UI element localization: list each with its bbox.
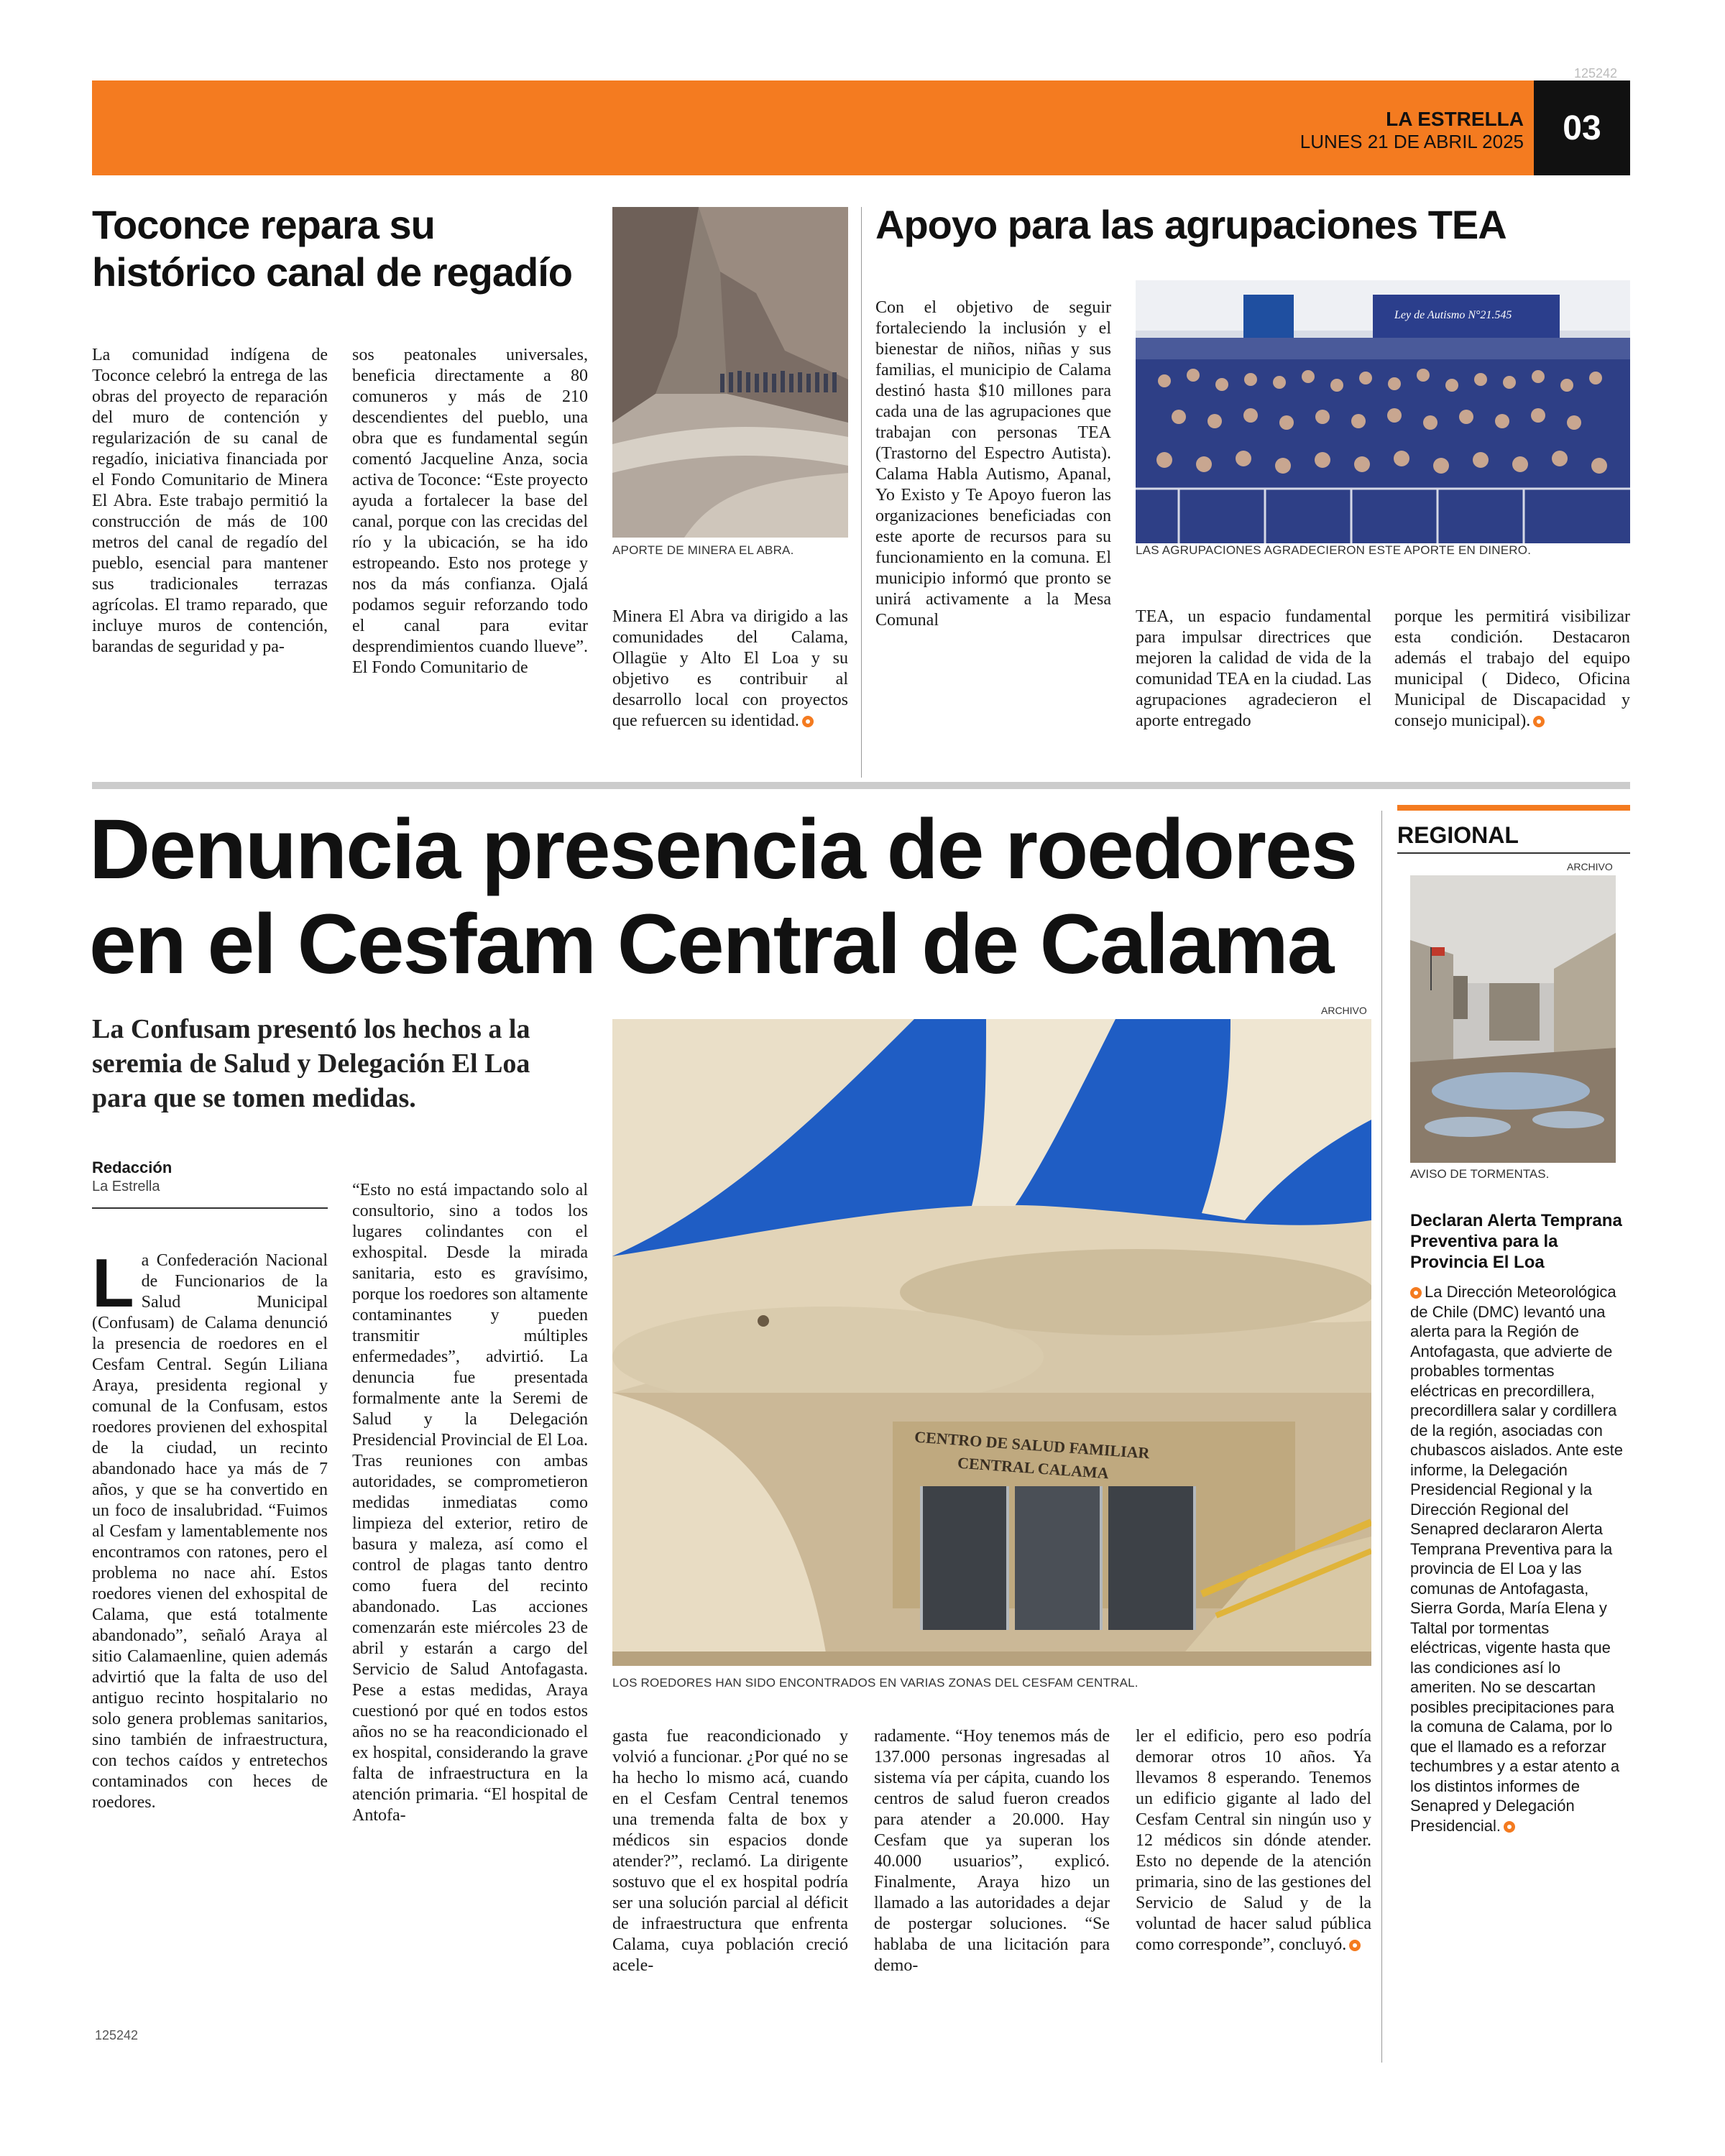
cesfam-building-image [612,1019,1371,1666]
main-title-line-2: en el Cesfam Central de Calama [89,897,1333,992]
sidebar-divider [1381,811,1382,2063]
tea-col-1: Con el objetivo de seguir fortaleciendo la inclusión y el bienestar de niños, niñas y sus familias, el municipio de Calama destinó hasta $10 millones para cada una de las agrupaciones que trabajan con personas TEA (Trastorno del Espectro Autista). Calama Habla Autismo, Apanal, Yo Existo y Te Apoyo fueron las organizaciones beneficiadas con este aporte de recursos para su funcionamiento en la comuna. El municipio informó que pronto se unirá activamente a la Mesa Comunal [875,298,1111,630]
page-code-top: 125242 [1574,66,1618,80]
section-separator [92,782,1630,789]
sidebar-accent-bar [1397,805,1630,811]
main-col-3: gasta fue reacondicionado y volvió a funcionar. ¿Por qué no se ha hecho lo mismo acá, cuando en el Cesfam Central tenemos una tremenda falta de box y médicos sin espacios donde atender?”, reclamó. La dirigente sostuvo que el ex hospital podría ser una solución parcial al déficit de infraestructura que enfrenta Calama, cuya población creció acele- [612,1727,848,1975]
main-deck: La Confusam presentó los hechos a la seremia de Salud y Delegación El Loa para que se tomen medidas. [92,1014,530,1113]
toconce-col-3-text: Minera El Abra va dirigido a las comunidades del Calama, Ollagüe y Alto El Loa y su objetivo es contribuir al desarrollo local con proyectos que refuercen su identidad. [612,607,848,730]
tea-photo-banner: Ley de Autismo N°21.545 [1394,309,1512,321]
main-dropcap: L [92,1250,134,1322]
publication-name: LA ESTRELLA [1386,108,1524,130]
end-mark-icon [1533,716,1545,727]
main-photo-credit: ARCHIVO [1321,1005,1367,1016]
building-sign-line-2: CENTRAL CALAMA [957,1453,1110,1483]
page-number-box [1534,80,1630,175]
tea-title: Apoyo para las agrupaciones TEA [875,202,1506,247]
end-mark-icon [802,716,814,727]
byline-rule [92,1207,328,1209]
sidebar-photo-caption: AVISO DE TORMENTAS. [1410,1167,1550,1181]
toconce-col-3 [612,607,848,779]
toconce-col-2: sos peatonales universales, beneficia directamente a 80 comuneros y más de 210 descendientes del pueblo, una obra que es fundamental según comentó Jacqueline Anza, socia activa de Toconce: “Este proyecto ayuda a fortalecer la base del canal, porque con las crecidas del río y la ubicación, se ha ido estropeando. Esto nos protege y nos da más confianza. Ojalá podamos seguir reforzando todo el canal para evitar desprendimientos cuando llueve”. El Fondo Comunitario de [352,346,588,677]
main-col-2: “Esto no está impactando solo al consultorio, sino a todos los lugares colindantes con el exhospital. Desde la mirada sanitaria, esto es gravísimo, porque los roedores son altamente contaminantes y pueden transmitir múltiples enfermedades”, advirtió. La denuncia fue presentada formalmente ante la Seremi de Salud y la Delegación Presidencial Provincial de El Loa. Tras reuniones con ambas autoridades, se comprometieron medidas inmediatas como limpieza del exterior, retiro de basura y maleza, así como el control de plagas tanto dentro como fuera del recinto abandonado. Las acciones comenzarán este miércoles 23 de abril y estarán a cargo del Servicio de Salud Antofagasta. Pese a estas medidas, Araya cuestionó por qué en todos estos años no se ha reacondicionado el ex hospital, considerando la grave falta de infraestructura en la atención primaria. “El hospital de Antofa- [352,1181,588,1825]
main-col-1 [92,1250,328,2063]
main-photo-caption: LOS ROEDORES HAN SIDO ENCONTRADOS EN VARIAS ZONAS DEL CESFAM CENTRAL. [612,1676,1138,1690]
column-divider [861,207,862,778]
sidebar-title: Declaran Alerta Temprana Preventiva para la Provincia El Loa [1410,1211,1622,1272]
main-col-5-text: ler el edificio, pero eso podría demorar otros 10 años. Ya llevamos 8 esperando. Tenemos un edificio gigante al lado del Cesfam Central sin ningún uso y 12 médicos sin dónde atender. Esto no depende de la atención primaria, sino de las gestiones del Servicio de Salud y de la voluntad de hacer salud pública como corresponde”, concluyó. [1136,1727,1371,1954]
byline-outlet: La Estrella [92,1179,160,1194]
page-code-bottom: 125242 [95,2028,139,2042]
sidebar-photo-credit: ARCHIVO [1567,861,1613,872]
toconce-col-1: La comunidad indígena de Toconce celebró la entrega de las obras del proyecto de reparación del muro de contención y regularización de su canal de regadío, iniciativa financiada por el Fondo Comunitario de Minera El Abra. Este trabajo permitió la construcción de más de 100 metros del canal de regadío del pueblo, esencial para mantener sus tradicionales terrazas agrícolas. El tramo reparado, que incluye muros de contención, barandas de seguridad y pa- [92,346,328,656]
page-number: 03 [1563,109,1601,147]
end-mark-icon [1349,1940,1361,1951]
publication-date: LUNES 21 DE ABRIL 2025 [1300,131,1524,152]
sidebar-body [1410,1282,1623,1835]
toconce-photo-caption: APORTE DE MINERA EL ABRA. [612,543,794,557]
canyon-image [612,207,848,538]
toconce-title: Toconce repara su histórico canal de regadío [92,202,572,295]
toconce-photo [612,207,848,538]
tea-col-3-text: porque les permitirá visibilizar esta condición. Destacaron además el trabajo del equipo municipal ( Dideco, Oficina Municipal de Discapacidad y consejo municipal). [1394,607,1630,730]
bullet-icon [1410,1287,1422,1299]
main-title-line-1: Denuncia presencia de roedores [89,802,1357,897]
sidebar-photo [1410,875,1616,1163]
sidebar-section-label: REGIONAL [1397,822,1519,848]
building-sign-line-1: CENTRO DE SALUD FAMILIAR [914,1427,1151,1462]
main-col-4: radamente. “Hoy tenemos más de 137.000 personas ingresadas al sistema vía per cápita, cuando los centros de salud fueron creados para atender a 20.000. Hay Cesfam que ya superan los 40.000 usuarios”, explicó. Finalmente, Araya hizo un llamado a las autoridades a dejar de postergar soluciones. “Se hablaba de una licitación para demo- [874,1727,1110,1975]
sidebar-section-rule [1397,852,1630,854]
tea-col-3 [1394,607,1630,778]
tea-photo [1136,280,1630,543]
tea-col-2: TEA, un espacio fundamental para impulsar directrices que mejoren la calidad de vida de la comunidad TEA en la ciudad. Las agrupaciones agradecieron el aporte entregado [1136,607,1371,730]
main-photo [612,1019,1371,1666]
byline-name: Redacción [92,1158,172,1176]
flooded-street-image [1410,875,1616,1163]
main-col-5 [1136,1726,1371,2061]
tea-photo-caption: LAS AGRUPACIONES AGRADECIERON ESTE APORTE EN DINERO. [1136,543,1532,557]
end-mark-icon [1504,1821,1515,1833]
sidebar-body-text: La Dirección Meteorológica de Chile (DMC) levantó una alerta para la Región de Antofagasta, que advierte de probables tormentas eléctricas en precordillera, precordillera salar y cordillera de la región, asociadas con chubascos aislados. Ante este informe, la Delegación Presidencial Regional y la Dirección Regional del Senapred declararon Alerta Temprana Preventiva para la provincia de El Loa y las comunas de Antofagasta, Sierra Gorda, María Elena y Taltal por tormentas eléctricas, vigente hasta que las condiciones así lo ameriten. No se descartan posibles precipitaciones para la comuna de Calama, por lo que el llamado es a reforzar techumbres y a estar atento a los distintos informes de Senapred y Delegación Presidencial. [1410,1283,1623,1835]
group-photo-image [1136,280,1630,543]
main-col-1-text: a Confederación Nacional de Funcionarios de la Salud Municipal (Confusam) de Calama denunció la presencia de roedores en el Cesfam Central. Según Liliana Araya, presidenta regional y comunal de la Confusam, estos roedores provienen del exhospital de la ciudad, un recinto abandonado hace ya más de 7 años, y que se ha convertido en un foco de insalubridad. “Fuimos al Cesfam y lamentablemente nos encontramos con ratones, pero el problema no nace ahí. Estos roedores vienen del exhospital de Calama, que está totalmente abandonado”, señaló Araya al sitio Calamaenline, quien además advirtió que la falta de uso del antiguo recinto hospitalario no solo genera problemas sanitarios, sino también de infraestructura, con techos caídos y entretechos contaminados con heces de roedores. [92,1251,328,1812]
